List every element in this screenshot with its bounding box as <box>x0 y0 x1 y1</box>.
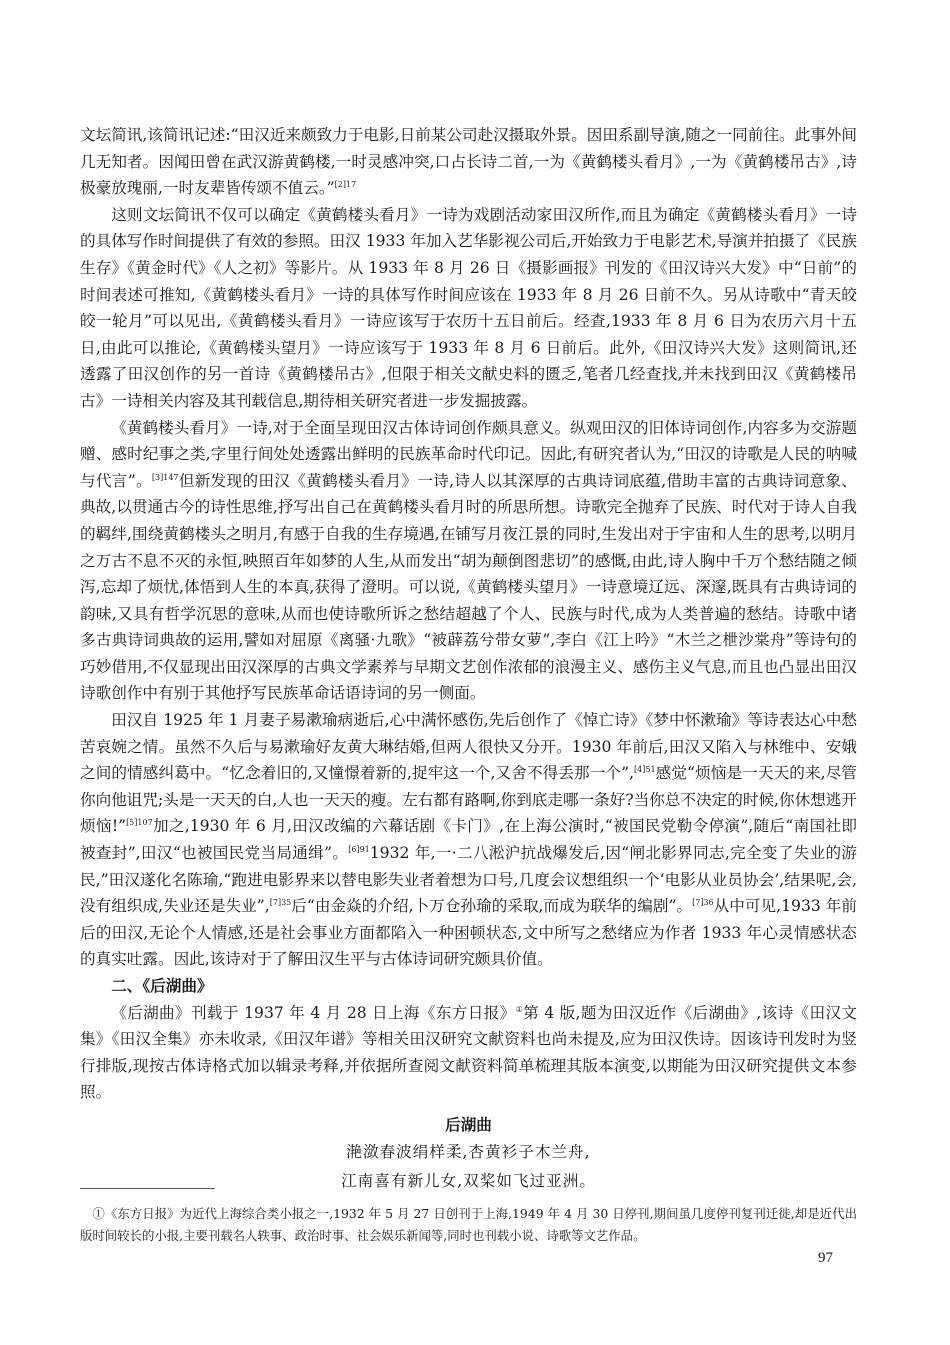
citation: [6]91 <box>348 845 370 855</box>
paragraph-3: 《黄鹤楼头看月》一诗,对于全面呈现田汉古体诗词创作颇具意义。纵观田汉的旧体诗词创作,内容多为交游题赠、感时纪事之类,字里行间处处透露出鲜明的民族革命时代印记。因此,有研究者认为,“田汉的诗歌是人民的呐喊与代言”。$^{[3]147}$但新发现的田汉《黄鹤楼头看月》一诗,诗人以其深厚的古典诗词底蕴,借助丰富的古典诗词意象、典故,以贯通古今的诗性思维,抒写出自己在黄鹤楼头看月时的所思所想。诗歌完全抛弃了民族、时代对于诗人自我的羁绊,围绕黄鹤楼头之明月,有感于自我的生存境遇,在铺写月夜江景的同时,生发出对于宇宙和人生的思考,以明月之万古不息不灭的永恒,映照百年如梦的人生,从而发出“胡为颠倒图悲切”的感慨,由此,诗人胸中千万个愁结随之倾泻,忘却了烦忧,体悟到人生的本真,获得了澄明。可以说,《黄鹤楼头望月》一诗意境辽远、深邃,既具有古典诗词的韵味,又具有哲学沉思的意味,从而也使诗歌所诉之愁结超越了个人、民族与时代,成为人类普遍的愁结。诗歌中诸多古典诗词典故的运用,譬如对屈原《离骚·九歌》“被薜荔兮带女萝”,李白《江上吟》“木兰之枻沙棠舟”等诗句的巧妙借用,不仅显现出田汉深厚的古典文学素养与早期文艺创作浓郁的浪漫主义、感伤主义气息,而且也凸显出田汉诗歌创作中有别于其他抒写民族革命话语诗词的另一侧面。 <box>80 418 857 703</box>
paragraph-5: 《后湖曲》刊载于 1937 年 4 月 28 日上海《东方日报》①第 4 版,题为田汉近作《后湖曲》,该诗《田汉文集》《田汉全集》亦未收录,《田汉年谱》等相关田汉研究文献资料也尚未提及,应为田汉佚诗。因该诗刊发时为竖行排版,现按古体诗格式加以辑录考释,并依据所查阅文献资料简单梳理其版本演变,以期能为田汉研究提供文本参照。 <box>80 1003 857 1102</box>
citation: [7]35 <box>269 898 292 908</box>
citation: [5]107 <box>126 818 153 828</box>
poem-title: 后湖曲 <box>445 1115 492 1134</box>
poem-line: 江南喜有新儿女,双桨如飞过亚洲。 <box>341 1171 596 1190</box>
section-heading: 二、《后湖曲》 <box>111 977 213 995</box>
paragraph-4: 田汉自 1925 年 1 月妻子易漱瑜病逝后,心中满怀感伤,先后创作了《悼亡诗》《梦中怀漱瑜》等诗表达心中愁苦哀婉之情。虽然不久后与易漱瑜好友黄大琳结婚,但两人很快又分开。1930 年前后,田汉又陷入与林维中、安娥之间的情感纠葛中。“忆念着旧的,又憧憬着新的,捉牢这一个,又舍不得丢那一个”,$^{[4]51}$感觉“烦恼是一天天的来,尽管你向他诅咒;头是一天天的白,人也一天天的瘦。左右都有路啊,你到底走哪一条好?当你总不决定的时候,你休想逃开烦恼!”$^{[5]107}$加之,1930 年 6 月,田汉改编的六幕话剧《卡门》,在上海公演时,“被国民党勒令停演”,随后“南国社即被查封”,田汉“也被国民党当局通缉”。$^{[6]91}$1932 年,一·二八淞沪抗战爆发后,因“闸北影界同志,完全变了失业的游民,”田汉遂化名陈瑜,“跑进电影界来以替电影失业者着想为口号,几度会议想组织一个‘电影从业员协会’,结果呢,会,没有组织成,失业还是失业”,$^{[7]35}$后“由金焱的介绍,卜万仓孙瑜的采取,而成为联华的编剧”。$^{[7]36}$从中可见,1933 年前后的田汉,无论个人情感,还是社会事业方面都陷入一种困顿状态,文中所写之愁绪应为作者 1933 年心灵情感状态的真实吐露。因此,该诗对于了解田汉生平与古体诗词研究颇具价值。 <box>80 711 857 969</box>
citation: [2]17 <box>334 180 357 190</box>
citation: [3]147 <box>151 472 179 482</box>
page-number: 97 <box>818 1250 833 1266</box>
article-body <box>80 122 857 1196</box>
paragraph-1: 文坛简讯,该简讯记述:“田汉近来颇致力于电影,日前某公司赴汉摄取外景。因田系副导演,随之一同前往。此事外间几无知者。因闻田曾在武汉游黄鹤楼,一时灵感冲突,口占长诗二首,一为《黄鹤楼头看月》,一为《黄鹤楼吊古》,诗极豪放瑰丽,一时友辈皆传颂不值云。”$^{[2]17}$ <box>80 126 857 198</box>
citation: [4]51 <box>634 765 656 775</box>
poem-line: 滟潋春波绢样柔,杏黄衫子木兰舟, <box>346 1142 591 1161</box>
footnote-divider <box>80 1188 215 1189</box>
footnote: ①《东方日报》为近代上海综合类小报之一,1932 年 5 月 27 日创刊于上海,1949 年 4 月 30 日停刊,期间虽几度停刊复刊迁徙,却是近代出版时间较长的小报,主要刊载名人轶事、政治时事、社会娱乐新闻等,同时也刊载小说、诗歌等文艺作品。 <box>80 1206 857 1243</box>
citation: [7]36 <box>692 898 714 908</box>
paragraph-2: 这则文坛简讯不仅可以确定《黄鹤楼头看月》一诗为戏剧活动家田汉所作,而且为确定《黄鹤楼头看月》一诗的具体写作时间提供了有效的参照。田汉 1933 年加入艺华影视公司后,开始致力于电影艺术,导演并拍摄了《民族生存》《黄金时代》《人之初》等影片。从 1933 年 8 月 26 日《摄影画报》刊发的《田汉诗兴大发》中“日前”的时间表述可推知,《黄鹤楼头看月》一诗的具体写作时间应该在 1933 年 8 月 26 日前不久。另从诗歌中“青天皎皎一轮月”可以见出,《黄鹤楼头看月》一诗应该写于农历十五日前后。经查,1933 年 8 月 6 日为农历六月十五日,由此可以推论,《黄鹤楼头望月》一诗应该写于 1933 年 8 月 6 日前后。此外,《田汉诗兴大发》这则简讯,还透露了田汉创作的另一首诗《黄鹤楼吊古》,但限于相关文献史料的匮乏,笔者几经查找,并未找到田汉《黄鹤楼吊古》一诗相关内容及其刊载信息,期待相关研究者进一步发掘披露。 <box>80 205 857 410</box>
footnote-mark: ① <box>515 1004 524 1014</box>
